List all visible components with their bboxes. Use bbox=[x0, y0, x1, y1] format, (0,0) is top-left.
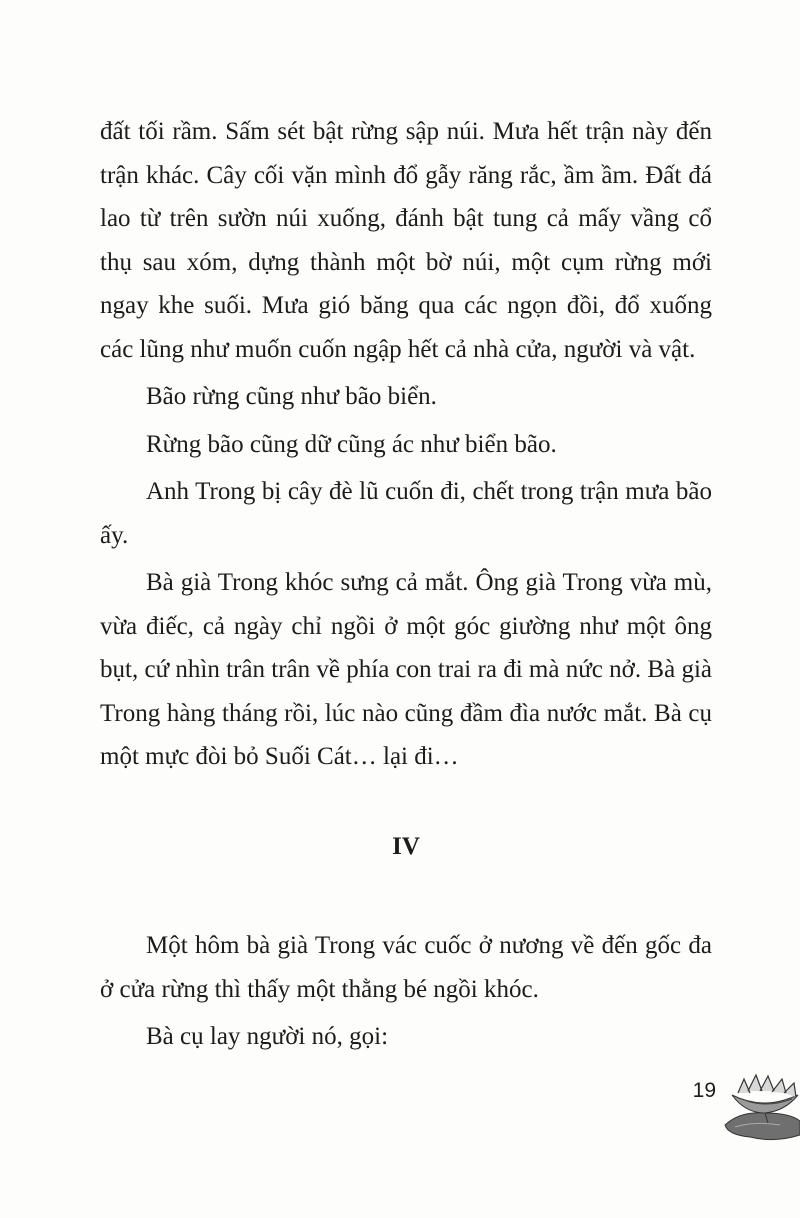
chapter-heading: IV bbox=[392, 832, 420, 860]
paragraph: Bão rừng cũng như bão biển. bbox=[146, 383, 437, 410]
body-text bbox=[100, 110, 712, 779]
page-number: 19 bbox=[692, 1078, 716, 1102]
lotus-icon bbox=[720, 1073, 800, 1143]
paragraph: Bà già Trong khóc sưng cả mắt. Ông già Trong vừa mù, vừa điếc, cả ngày chỉ ngồi ở một góc giường như một ông bụt, cứ nhìn trân trân về phía con trai ra đi mà nức nở. Bà già Trong hàng tháng rồi, lúc nào cũng đầm đìa nước mắt. Bà cụ một mực đòi bỏ Suối Cát… lại đi… bbox=[100, 569, 712, 770]
paragraph: Rừng bão cũng dữ cũng ác như biển bão. bbox=[146, 430, 557, 458]
paragraph: Bà cụ lay người nó, gọi: bbox=[146, 1023, 389, 1050]
paragraph: đất tối rầm. Sấm sét bật rừng sập núi. Mưa hết trận này đến trận khác. Cây cối vặn mình đổ gẫy răng rắc, ầm ầm. Đất đá lao từ trên sườn núi xuống, đánh bật tung cả mấy vầng cổ thụ sau xóm, dựng thành một bờ núi, một cụm rừng mới ngay khe suối. Mưa gió băng qua các ngọn đồi, đổ xuống các lũng như muốn cuốn ngập hết cả nhà cửa, người và vật. bbox=[100, 118, 712, 363]
page-footer bbox=[100, 1073, 800, 1143]
paragraph: Một hôm bà già Trong vác cuốc ở nương về đến gốc đa ở cửa rừng thì thấy một thằng bé ngồi khóc. bbox=[100, 932, 712, 1003]
body-text-continued bbox=[100, 924, 712, 1059]
paragraph: Anh Trong bị cây đè lũ cuốn đi, chết trong trận mưa bão ấy. bbox=[100, 478, 712, 549]
